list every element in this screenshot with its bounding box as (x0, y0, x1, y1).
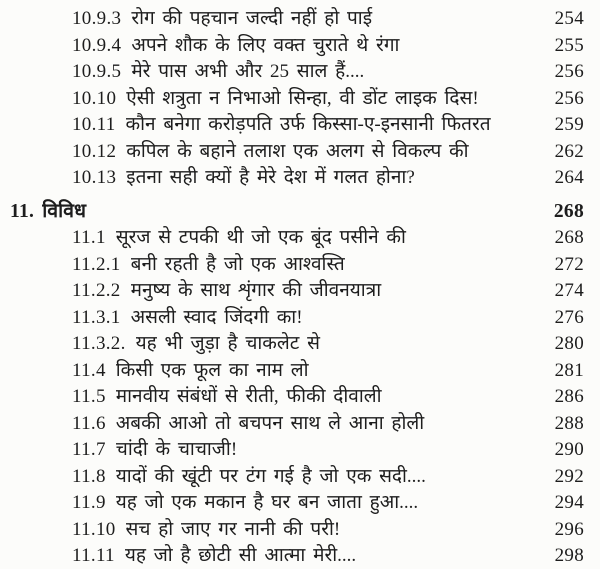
toc-entry-page: 298 (554, 545, 584, 566)
toc-entry-page: 255 (554, 34, 584, 56)
toc-entry-number: 10.13 (72, 167, 117, 188)
toc-entry-page: 286 (554, 386, 584, 407)
toc-entry-page: 292 (554, 465, 584, 487)
toc-entry (0, 252, 600, 279)
toc-entry-number: 11.6 (72, 412, 106, 434)
toc-entry-title: यादों की खूंटी पर टंग गई है जो एक सदी.... (115, 465, 426, 487)
toc-entry-page: 276 (554, 306, 584, 328)
toc-entry-number: 11.7 (72, 439, 106, 460)
toc-entry (0, 225, 600, 252)
toc-entry-title: बनी रहती है जो एक आश्वस्ति (130, 253, 345, 275)
toc-entry-number: 11.11 (72, 545, 115, 566)
toc-entry-number: 11.3.2. (72, 333, 126, 354)
toc-entry (0, 517, 600, 544)
toc-entry-title: चांदी के चाचाजी! (115, 439, 238, 460)
toc-entry-title: ऐसी शत्रुता न निभाओ सिन्हा, वी डोंट लाइक दिस! (126, 87, 479, 109)
toc-entry-page: 274 (554, 280, 584, 301)
toc-entry-page: 290 (554, 439, 584, 460)
toc-entry (0, 543, 600, 569)
toc-entry-title: कौन बनेगा करोड़पति उर्फ किस्सा-ए-इनसानी फितरत (125, 114, 491, 135)
toc-entry-page: 256 (554, 61, 584, 82)
toc-entry (0, 490, 600, 517)
toc-entry-page: 262 (554, 140, 584, 162)
toc-entry (0, 331, 600, 358)
toc-entry-page: 268 (554, 227, 584, 248)
toc-entry (0, 59, 600, 86)
toc-entry (0, 6, 600, 33)
toc-entry-number: 11.4 (72, 359, 106, 381)
toc-entry-title: इतना सही क्यों है मेरे देश में गलत होना? (126, 167, 415, 188)
toc-entry-title: अबकी आओ तो बचपन साथ ले आना होली (115, 412, 425, 434)
toc-section-page: 268 (553, 200, 584, 222)
toc-entry-number: 11.8 (72, 465, 106, 487)
toc-entry (0, 411, 600, 438)
toc-entry-title: मनुष्य के साथ शृंगार की जीवनयात्रा (130, 280, 382, 301)
toc-section-title: विविध (42, 200, 86, 222)
toc-entry-number: 10.9.5 (72, 61, 122, 82)
toc-entry (0, 112, 600, 139)
toc-entry-title: सच हो जाए गर नानी की परी! (125, 518, 341, 540)
toc-entry-number: 11.10 (72, 518, 116, 540)
toc-entry (0, 139, 600, 166)
toc-entry-title: यह जो एक मकान है घर बन जाता हुआ.... (115, 492, 419, 513)
toc-entry-number: 11.2.1 (72, 253, 121, 275)
toc-entry-page: 294 (554, 492, 584, 513)
toc-entry-title: मानवीय संबंधों से रीती, फीकी दीवाली (115, 386, 382, 407)
toc-entry (0, 278, 600, 305)
toc-entry-title: अपने शौक के लिए वक्त चुराते थे रंगा (131, 34, 400, 56)
toc-entry-number: 11.2.2 (72, 280, 121, 301)
toc-entry-number: 10.12 (72, 140, 117, 162)
toc-entry-number: 10.9.3 (72, 8, 122, 29)
toc-entry-page: 256 (554, 87, 584, 109)
toc-entry-title: यह जो है छोटी सी आत्मा मेरी.... (124, 545, 357, 566)
toc-entry-number: 10.9.4 (72, 34, 122, 56)
toc-entry-title: किसी एक फूल का नाम लो (115, 359, 309, 381)
toc-section-number: 11. (10, 200, 35, 222)
toc-entry-title: सूरज से टपकी थी जो एक बूंद पसीने की (115, 227, 406, 248)
toc-entry-title: असली स्वाद जिंदगी का! (130, 306, 303, 328)
toc-entry-number: 10.11 (72, 114, 116, 135)
toc-entry (0, 384, 600, 411)
toc-entry-title: कपिल के बहाने तलाश एक अलग से विकल्प की (126, 140, 469, 162)
toc-entry (0, 86, 600, 113)
toc-entry (0, 305, 600, 332)
toc-entry-number: 11.3.1 (72, 306, 121, 328)
toc-entry (0, 165, 600, 192)
toc-entry (0, 437, 600, 464)
toc-entry-page: 281 (554, 359, 584, 381)
toc-entry-page: 264 (554, 167, 584, 188)
toc-entry (0, 358, 600, 385)
toc-entry-title: मेरे पास अभी और 25 साल हैं.... (131, 61, 365, 82)
toc-entry (0, 33, 600, 60)
toc-entry (0, 464, 600, 491)
toc-entry-number: 11.9 (72, 492, 106, 513)
toc-entry-page: 272 (554, 253, 584, 275)
toc-entry-title: रोग की पहचान जल्दी नहीं हो पाई (131, 8, 373, 29)
toc-entry-page: 254 (554, 8, 584, 29)
toc-entry-number: 11.5 (72, 386, 106, 407)
toc-entry-page: 259 (554, 114, 584, 135)
toc-entry-number: 10.10 (72, 87, 117, 109)
toc-section-heading (0, 199, 600, 226)
toc-entry-title: यह भी जुड़ा है चाकलेट से (135, 333, 320, 354)
toc-entry-number: 11.1 (72, 227, 106, 248)
toc-entry-page: 296 (554, 518, 584, 540)
toc-entry-page: 288 (554, 412, 584, 434)
toc-entry-page: 280 (554, 333, 584, 354)
